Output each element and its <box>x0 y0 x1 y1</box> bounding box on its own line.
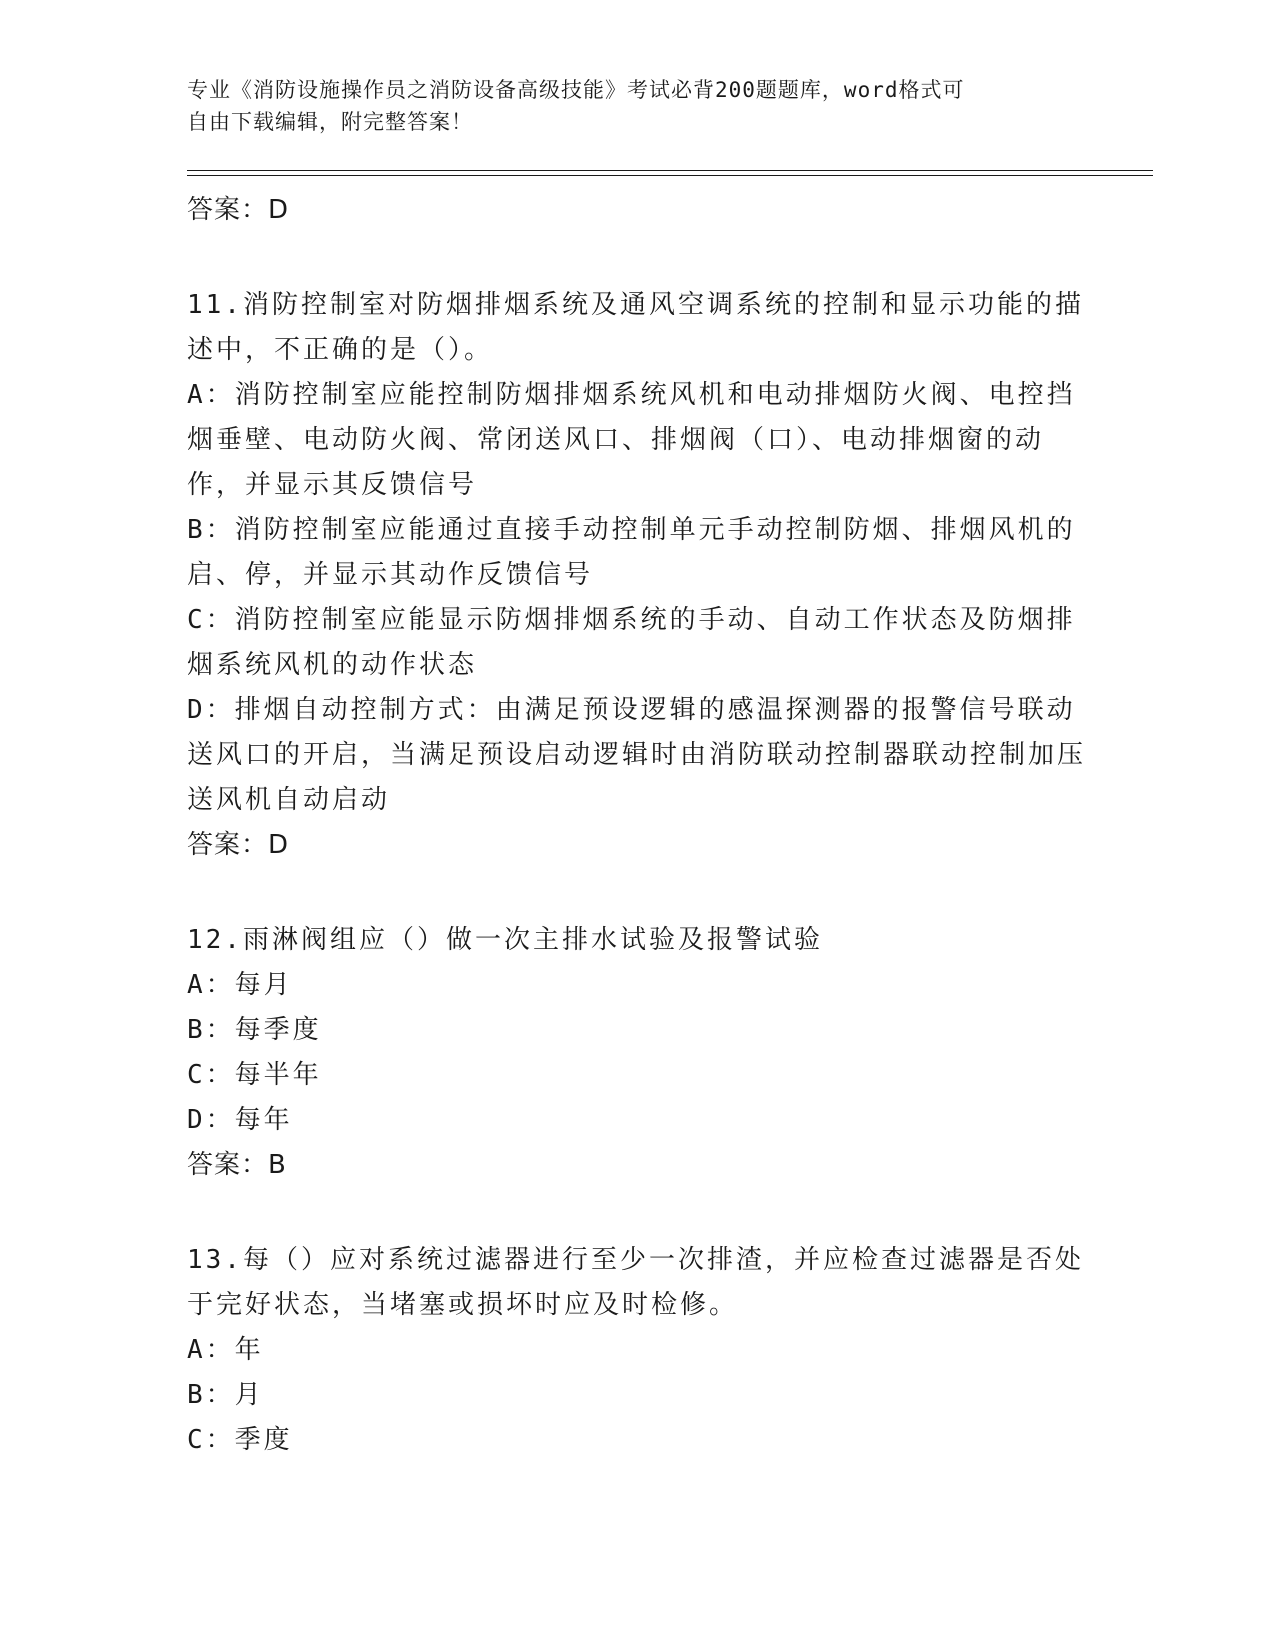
question-13 <box>187 1238 1087 1463</box>
option-a: A：年 <box>187 1335 264 1365</box>
document-body <box>187 188 1087 1463</box>
question-11 <box>187 283 1087 867</box>
question-12 <box>187 918 1087 1187</box>
question-text: 11.消防控制室对防烟排烟系统及通风空调系统的控制和显示功能的描述中，不正确的是（）。 <box>187 290 1084 365</box>
question-text: 12.雨淋阀组应（）做一次主排水试验及报警试验 <box>187 925 823 955</box>
header-rule-bottom <box>187 175 1153 176</box>
option-d: D：每年 <box>187 1105 293 1135</box>
option-c: C：每半年 <box>187 1060 322 1090</box>
option-a: A：每月 <box>187 970 293 1000</box>
option-c: C：消防控制室应能显示防烟排烟系统的手动、自动工作状态及防烟排烟系统风机的动作状态 <box>187 605 1076 680</box>
header-rule-top <box>187 170 1153 171</box>
option-a: A：消防控制室应能控制防烟排烟系统风机和电动排烟防火阀、电控挡烟垂壁、电动防火阀、常闭送风口、排烟阀（口）、电动排烟窗的动作，并显示其反馈信号 <box>187 380 1076 500</box>
answer-line: 答案：B <box>187 1150 287 1180</box>
header-line-2: 自由下载编辑，附完整答案！ <box>187 110 473 134</box>
header-line-1: 专业《消防设施操作员之消防设备高级技能》考试必背200题题库，word格式可 <box>187 78 965 102</box>
option-b: B：每季度 <box>187 1015 322 1045</box>
page-header <box>187 74 1087 138</box>
answer-line: 答案：D <box>187 830 290 860</box>
option-b: B：消防控制室应能通过直接手动控制单元手动控制防烟、排烟风机的启、停，并显示其动作反馈信号 <box>187 515 1076 590</box>
question-text: 13.每（）应对系统过滤器进行至少一次排渣，并应检查过滤器是否处于完好状态，当堵塞或损坏时应及时检修。 <box>187 1245 1084 1320</box>
option-c: C：季度 <box>187 1425 293 1455</box>
answer-line: 答案：D <box>187 195 290 225</box>
option-d: D：排烟自动控制方式：由满足预设逻辑的感温探测器的报警信号联动送风口的开启，当满足预设启动逻辑时由消防联动控制器联动控制加压送风机自动启动 <box>187 695 1087 815</box>
option-b: B：月 <box>187 1380 264 1410</box>
